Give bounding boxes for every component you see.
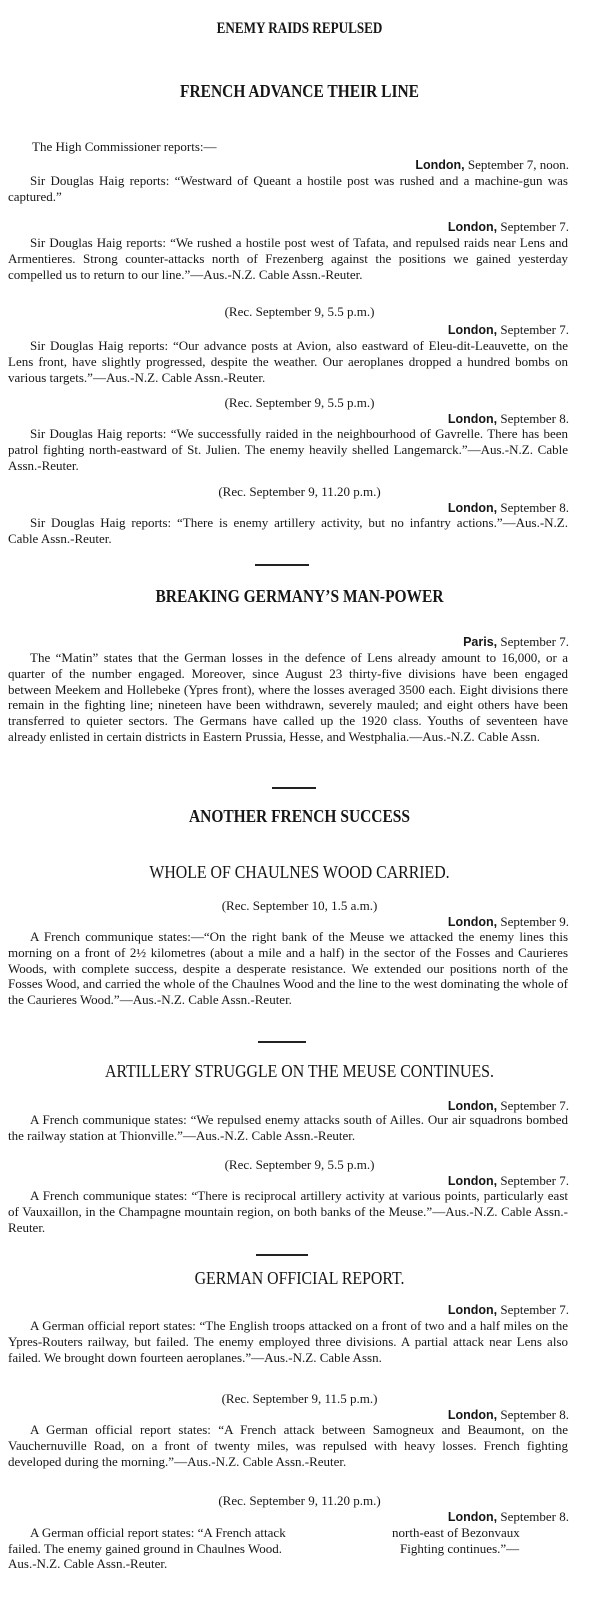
paragraph-12-line-1-right: north-east of Bezonvaux	[392, 1525, 520, 1540]
headline-french-advance: FRENCH ADVANCE THEIR LINE	[180, 81, 419, 101]
headline-german-official-report: GERMAN OFFICIAL REPORT.	[194, 1268, 405, 1288]
section-divider	[255, 564, 309, 566]
paragraph-8: A French communique states: “We repulsed enemy attacks south of Ailles. Our air squadrons bombed the railway station at Thionville.”—Aus.-N.Z. Cable Assn.-Reuter.	[8, 1112, 568, 1143]
dateline-3: London, September 7.	[447, 322, 569, 337]
paragraph-3: Sir Douglas Haig reports: “Our advance posts at Avion, also eastward of Eleu-dit-Leauvette, on the Lens front, have slightly progressed, despite the weather. Our aeroplanes dropped a hundred bombs on various targets.”—Aus.-N.Z. Cable Assn.-Reuter.	[8, 338, 568, 385]
received-note-5: (Rec. September 9, 11.20 p.m.)	[218, 484, 381, 499]
received-note-7: (Rec. September 10, 1.5 a.m.)	[221, 898, 378, 913]
paragraph-4: Sir Douglas Haig reports: “We successfully raided in the neighbourhood of Gavrelle. There has been patrol fighting north-eastward of St. Julien. The enemy heavily shelled Langemarck.”—Aus.-N.Z. Cable Assn.-Reuter.	[8, 426, 568, 473]
headline-another-french-success: ANOTHER FRENCH SUCCESS	[188, 806, 411, 826]
section-divider	[258, 1041, 306, 1043]
headline-enemy-raids-repulsed: ENEMY RAIDS REPULSED	[216, 20, 383, 37]
dateline-5: London, September 8.	[447, 500, 569, 515]
paragraph-12-line-2: failed. The enemy gained ground in Chaulnes Wood.	[8, 1541, 282, 1556]
paragraph-12-line-3: Aus.-N.Z. Cable Assn.-Reuter.	[8, 1556, 168, 1571]
paragraph-9: A French communique states: “There is reciprocal artillery activity at various points, particularly east of Vauxaillon, in the Champagne mountain region, on both banks of the Meuse.”—Aus.-N.Z. Cable Assn.-Reuter.	[8, 1188, 568, 1235]
dateline-6: Paris, September 7.	[463, 634, 569, 649]
paragraph-10: A German official report states: “The English troops attacked on a front of two and a half miles on the Ypres-Routers railway, but failed. The enemy employed three divisions. A partial attack near Lens also failed. We brought down fourteen aeroplanes.”—Aus.-N.Z. Cable Assn.	[8, 1318, 568, 1365]
paragraph-11: A German official report states: “A French attack between Samogneux and Beaumont, on the Vauchernuville Road, on a front of twenty miles, was repulsed with heavy losses. French fighting developed during the morning.”—Aus.-N.Z. Cable Assn.-Reuter.	[8, 1422, 568, 1469]
dateline-9: London, September 7.	[447, 1173, 569, 1188]
received-note-12: (Rec. September 9, 11.20 p.m.)	[218, 1493, 381, 1508]
dateline-1: London, September 7, noon.	[415, 157, 569, 172]
dateline-7: London, September 9.	[447, 914, 569, 929]
paragraph-6: The “Matin” states that the German losses in the defence of Lens already amount to 16,000, or a quarter of the number engaged. Moreover, since August 23 thirty-five divisions have been engaged between Meekem and Hollebeke (Ypres front), where the losses averaged 3500 each. Eight divisions there remain in the fighting line; nineteen have been withdrawn, severely mauled; and eight others have been transferred to quieter sectors. The Germans have called up the 1920 class. Youths of seventeen have already enlisted in certain districts in Eastern Prussia, Hesse, and Westphalia.—Aus.-N.Z. Cable Assn.	[8, 650, 568, 744]
section-divider	[256, 1254, 308, 1256]
hc-reports-line: The High Commissioner reports:—	[32, 139, 217, 154]
headline-breaking-germanys-man-power: BREAKING GERMANY’S MAN-POWER	[155, 586, 444, 606]
paragraph-1: Sir Douglas Haig reports: “Westward of Queant a hostile post was rushed and a machine-gun was captured.”	[8, 173, 568, 204]
dateline-8: London, September 7.	[447, 1098, 569, 1113]
dateline-12: London, September 8.	[447, 1509, 569, 1524]
received-note-3: (Rec. September 9, 5.5 p.m.)	[224, 304, 375, 319]
dateline-4: London, September 8.	[447, 411, 569, 426]
received-note-9: (Rec. September 9, 5.5 p.m.)	[224, 1157, 375, 1172]
paragraph-12-line-1: A German official report states: “A French attack	[30, 1525, 286, 1540]
paragraph-12-line-2-right: Fighting continues.”—	[400, 1541, 520, 1556]
section-divider	[272, 787, 316, 789]
paragraph-7: A French communique states:—“On the right bank of the Meuse we attacked the enemy lines this morning on a front of 2½ kilometres (about a mile and a half) in the sector of the Fosses and Caurieres Woods, with complete success, despite a desperate resistance. We extended our positions north of the Fosses Wood, and carried the whole of the Chaulnes Wood and the line to the west dominating the whole of the Caurieres Wood.”—Aus.-N.Z. Cable Assn.-Reuter.	[8, 929, 568, 1008]
paragraph-2: Sir Douglas Haig reports: “We rushed a hostile post west of Tafata, and repulsed raids near Lens and Armentieres. Strong counter-attacks north of Frezenberg against the positions we gained yesterday compelled us to return to our line.”—Aus.-N.Z. Cable Assn.-Reuter.	[8, 235, 568, 282]
subheadline-chaulnes-wood: WHOLE OF CHAULNES WOOD CARRIED.	[149, 862, 450, 882]
paragraph-5: Sir Douglas Haig reports: “There is enemy artillery activity, but no infantry actions.”—Aus.-N.Z. Cable Assn.-Reuter.	[8, 515, 568, 546]
dateline-10: London, September 7.	[447, 1302, 569, 1317]
received-note-4: (Rec. September 9, 5.5 p.m.)	[224, 395, 375, 410]
dateline-11: London, September 8.	[447, 1407, 569, 1422]
received-note-11: (Rec. September 9, 11.5 p.m.)	[221, 1391, 378, 1406]
dateline-2: London, September 7.	[447, 219, 569, 234]
headline-artillery-struggle: ARTILLERY STRUGGLE ON THE MEUSE CONTINUES.	[105, 1061, 494, 1081]
